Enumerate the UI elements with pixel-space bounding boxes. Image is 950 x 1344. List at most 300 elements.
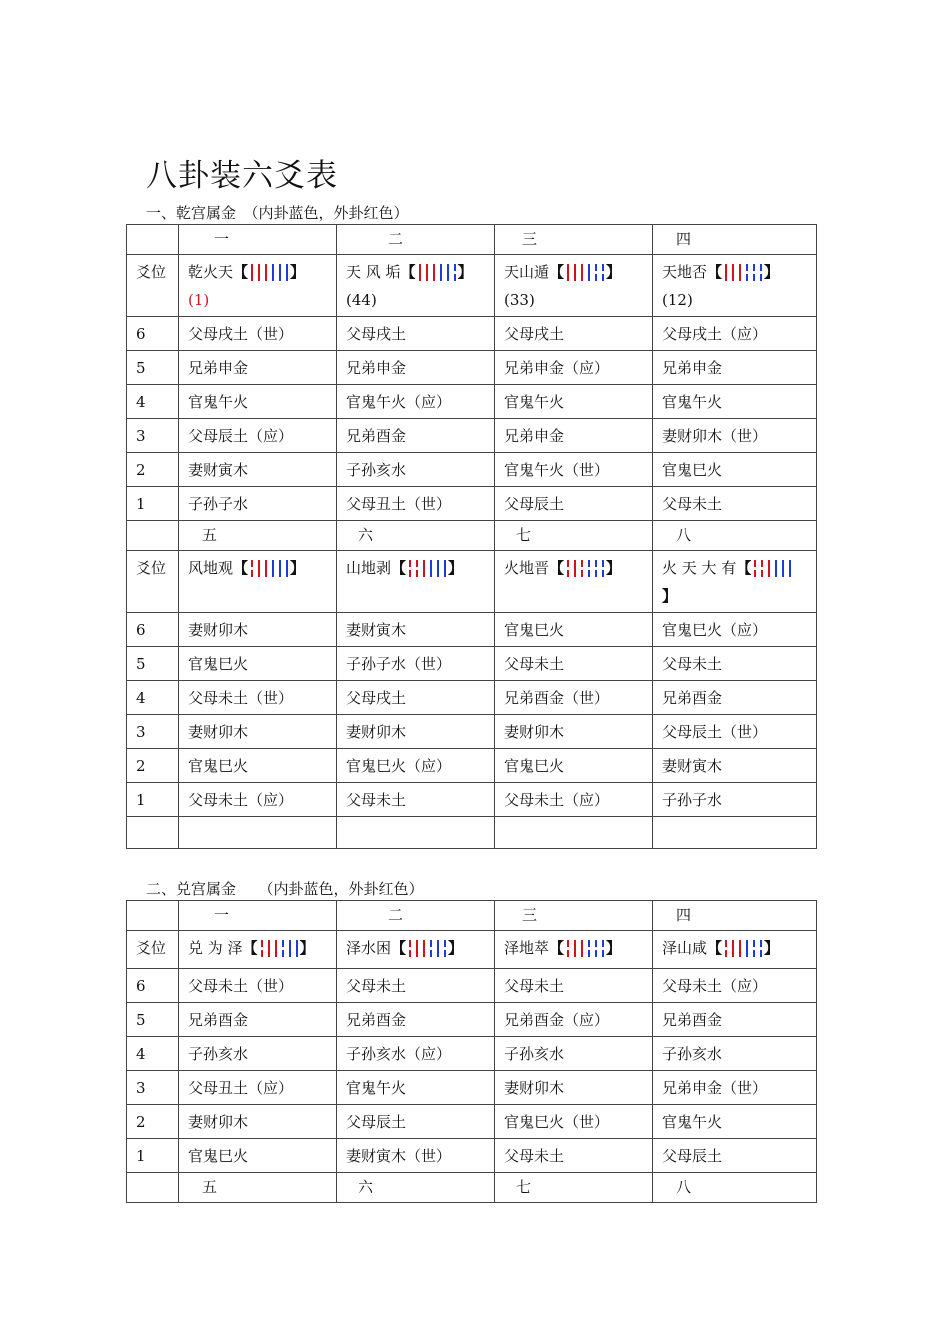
gua-cell — [495, 551, 653, 613]
gua-number-header-row — [127, 901, 817, 931]
yao-cell: 兄弟酉金（应） — [495, 1003, 653, 1037]
hexagram-lines — [406, 560, 448, 584]
gua-name: 天山遁 — [504, 263, 550, 281]
hexagram-lines — [564, 560, 606, 584]
yang-line-icon — [581, 940, 583, 957]
gua-number: 二 — [388, 906, 404, 924]
empty-cell — [179, 817, 337, 849]
hexagram-lines — [722, 940, 764, 964]
yao-cell: 官鬼巳火 — [179, 647, 337, 681]
gua-number-cell — [653, 1173, 817, 1203]
yang-line-icon — [430, 560, 432, 577]
yao-cell: 官鬼午火 — [653, 385, 817, 419]
yao-cell: 官鬼巳火 — [179, 1139, 337, 1173]
yao-cell: 父母辰土（世） — [653, 715, 817, 749]
yao-row — [127, 1139, 817, 1173]
empty-cell — [127, 1173, 179, 1203]
gua-cell — [337, 551, 495, 613]
yang-line-icon — [279, 264, 281, 281]
yao-position: 3 — [127, 1071, 179, 1105]
yao-cell: 兄弟酉金 — [653, 1003, 817, 1037]
gua-name-row — [127, 255, 817, 317]
yao-cell: 官鬼午火 — [653, 1105, 817, 1139]
empty-cell — [653, 817, 817, 849]
yao-cell: 官鬼巳火（世） — [495, 1105, 653, 1139]
yin-line-icon — [409, 560, 411, 577]
yao-row — [127, 1037, 817, 1071]
left-bracket: 【 — [736, 559, 752, 577]
yao-cell: 兄弟申金（世） — [653, 1071, 817, 1105]
yang-line-icon — [567, 264, 569, 281]
empty-row — [127, 817, 817, 849]
gua-number: 一 — [214, 906, 230, 924]
left-bracket: 【 — [400, 263, 416, 281]
gua-number-cell — [495, 521, 653, 551]
yao-cell: 父母辰土 — [495, 487, 653, 521]
yao-cell: 父母丑土（应） — [179, 1071, 337, 1105]
page-title: 八卦装六爻表 — [146, 158, 338, 194]
yao-cell: 父母辰土（应） — [179, 419, 337, 453]
yao-cell: 父母丑土（世） — [337, 487, 495, 521]
yao-position: 4 — [127, 681, 179, 715]
yao-row — [127, 715, 817, 749]
yao-cell: 官鬼巳火（应） — [653, 613, 817, 647]
yin-line-icon — [261, 940, 263, 957]
yang-line-icon — [272, 264, 274, 281]
yang-line-icon — [447, 264, 449, 281]
left-bracket: 【 — [707, 939, 723, 957]
yin-line-icon — [725, 940, 727, 957]
right-bracket: 】 — [448, 559, 464, 577]
gua-number-header-row — [127, 225, 817, 255]
qian-palace-table — [126, 224, 817, 849]
left-bracket: 【 — [549, 939, 565, 957]
yao-row — [127, 385, 817, 419]
yin-line-icon — [754, 560, 756, 577]
hexagram-lines — [564, 940, 606, 964]
yao-cell: 父母未土 — [495, 647, 653, 681]
yao-position: 6 — [127, 613, 179, 647]
gua-name: 火 天 大 有 — [662, 559, 737, 577]
yao-row — [127, 317, 817, 351]
gua-number-cell — [337, 901, 495, 931]
gua-cell — [653, 255, 817, 317]
gua-number: 六 — [358, 526, 374, 544]
yao-cell: 官鬼午火 — [179, 385, 337, 419]
right-bracket: 】 — [764, 263, 780, 281]
gua-sequence-number: (12) — [662, 291, 693, 309]
yao-row — [127, 487, 817, 521]
yang-line-icon — [275, 940, 277, 957]
gua-name: 泽地萃 — [504, 939, 550, 957]
gua-number: 一 — [214, 230, 230, 248]
gua-number: 四 — [676, 230, 692, 248]
yao-cell: 父母未土（应） — [653, 969, 817, 1003]
empty-cell — [127, 225, 179, 255]
gua-number: 七 — [516, 526, 532, 544]
yao-cell: 官鬼巳火（应） — [337, 749, 495, 783]
gua-sequence-number: (44) — [346, 291, 377, 309]
yao-cell: 父母辰土 — [653, 1139, 817, 1173]
gua-number-cell — [179, 521, 337, 551]
gua-number: 六 — [358, 1178, 374, 1196]
yao-position: 1 — [127, 487, 179, 521]
yao-position: 5 — [127, 1003, 179, 1037]
right-bracket: 】 — [290, 263, 306, 281]
right-bracket: 】 — [299, 939, 315, 957]
yang-line-icon — [268, 940, 270, 957]
gua-name-row — [127, 551, 817, 613]
yao-cell: 妻财卯木（世） — [653, 419, 817, 453]
yao-cell: 父母戌土 — [337, 317, 495, 351]
yao-cell: 兄弟酉金（世） — [495, 681, 653, 715]
yin-line-icon — [567, 940, 569, 957]
gua-number: 三 — [522, 906, 538, 924]
yang-line-icon — [437, 560, 439, 577]
yao-position: 5 — [127, 647, 179, 681]
yao-position: 2 — [127, 453, 179, 487]
yang-line-icon — [775, 560, 777, 577]
yang-line-icon — [732, 264, 734, 281]
yao-cell: 兄弟申金 — [495, 419, 653, 453]
empty-cell — [127, 521, 179, 551]
yao-position: 2 — [127, 749, 179, 783]
yang-line-icon — [746, 940, 748, 957]
yin-line-icon — [602, 264, 604, 281]
gua-number-cell — [495, 901, 653, 931]
yao-cell: 父母戌土（世） — [179, 317, 337, 351]
right-bracket: 】 — [606, 559, 622, 577]
yao-position-label: 爻位 — [127, 551, 179, 613]
gua-cell — [495, 255, 653, 317]
gua-name: 泽水困 — [346, 939, 392, 957]
gua-number-cell — [337, 225, 495, 255]
yao-cell: 父母戌土（应） — [653, 317, 817, 351]
yin-line-icon — [602, 940, 604, 957]
yao-position: 3 — [127, 419, 179, 453]
yao-position: 6 — [127, 317, 179, 351]
hexagram-lines — [564, 264, 606, 288]
gua-number-cell — [179, 225, 337, 255]
yao-cell: 子孙亥水 — [653, 1037, 817, 1071]
gua-cell — [337, 931, 495, 969]
yao-cell: 官鬼巳火 — [495, 749, 653, 783]
right-bracket: 】 — [290, 559, 306, 577]
yang-line-icon — [251, 264, 253, 281]
yao-position: 4 — [127, 385, 179, 419]
yin-line-icon — [746, 264, 748, 281]
yao-cell: 子孙亥水 — [337, 453, 495, 487]
yao-cell: 官鬼巳火 — [653, 453, 817, 487]
yao-position: 1 — [127, 1139, 179, 1173]
empty-cell — [127, 817, 179, 849]
yang-line-icon — [732, 940, 734, 957]
gua-number-cell — [337, 1173, 495, 1203]
yang-line-icon — [258, 264, 260, 281]
yao-cell: 妻财寅木 — [337, 613, 495, 647]
yao-cell: 官鬼午火（应） — [337, 385, 495, 419]
yin-line-icon — [430, 940, 432, 957]
yao-cell: 父母未土（应） — [495, 783, 653, 817]
hexagram-lines — [258, 940, 300, 964]
gua-number-cell — [337, 521, 495, 551]
yang-line-icon — [437, 940, 439, 957]
yang-line-icon — [426, 264, 428, 281]
gua-cell — [337, 255, 495, 317]
yao-cell: 兄弟酉金 — [337, 1003, 495, 1037]
yin-line-icon — [444, 940, 446, 957]
gua-number-cell — [495, 1173, 653, 1203]
gua-number-cell — [653, 901, 817, 931]
gua-name: 乾火天 — [188, 263, 234, 281]
gua-number: 二 — [388, 230, 404, 248]
yao-cell: 妻财寅木 — [179, 453, 337, 487]
section-heading-dui: 二、兑宫属金 （内卦蓝色，外卦红色） — [146, 880, 424, 898]
gua-cell — [653, 931, 817, 969]
yao-cell: 子孙子水（世） — [337, 647, 495, 681]
yao-cell: 子孙亥水（应） — [337, 1037, 495, 1071]
yang-line-icon — [588, 264, 590, 281]
yang-line-icon — [416, 940, 418, 957]
yang-line-icon — [444, 560, 446, 577]
yang-line-icon — [258, 560, 260, 577]
yin-line-icon — [760, 264, 762, 281]
left-bracket: 【 — [242, 939, 258, 957]
yao-position: 1 — [127, 783, 179, 817]
yao-position: 4 — [127, 1037, 179, 1071]
yao-row — [127, 1105, 817, 1139]
yao-cell: 父母辰土 — [337, 1105, 495, 1139]
gua-cell — [653, 551, 817, 613]
left-bracket: 【 — [549, 263, 565, 281]
yao-cell: 父母戌土 — [495, 317, 653, 351]
yang-line-icon — [286, 560, 288, 577]
gua-name: 火地晋 — [504, 559, 550, 577]
yang-line-icon — [289, 940, 291, 957]
yang-line-icon — [419, 264, 421, 281]
gua-number: 八 — [676, 1178, 692, 1196]
yao-cell: 兄弟酉金 — [337, 419, 495, 453]
hexagram-lines — [406, 940, 448, 964]
gua-cell — [495, 931, 653, 969]
yao-position: 6 — [127, 969, 179, 1003]
yin-line-icon — [282, 940, 284, 957]
left-bracket: 【 — [233, 263, 249, 281]
gua-name: 泽山咸 — [662, 939, 708, 957]
hexagram-lines — [248, 560, 290, 584]
yang-line-icon — [423, 940, 425, 957]
yang-line-icon — [272, 560, 274, 577]
yin-line-icon — [588, 940, 590, 957]
yang-line-icon — [739, 940, 741, 957]
yao-row — [127, 351, 817, 385]
yao-cell: 妻财卯木 — [179, 1105, 337, 1139]
yang-line-icon — [423, 560, 425, 577]
gua-name: 兑 为 泽 — [188, 939, 243, 957]
yin-line-icon — [409, 940, 411, 957]
empty-cell — [495, 817, 653, 849]
yang-line-icon — [296, 940, 298, 957]
yin-line-icon — [595, 264, 597, 281]
yin-line-icon — [416, 560, 418, 577]
yao-row — [127, 419, 817, 453]
yao-cell: 父母未土 — [653, 487, 817, 521]
gua-name: 山地剥 — [346, 559, 392, 577]
gua-cell — [179, 551, 337, 613]
yao-cell: 父母未土 — [337, 783, 495, 817]
gua-number: 八 — [676, 526, 692, 544]
hexagram-lines — [722, 264, 764, 288]
gua-number: 五 — [202, 1178, 218, 1196]
left-bracket: 【 — [391, 939, 407, 957]
yang-line-icon — [725, 264, 727, 281]
yang-line-icon — [574, 264, 576, 281]
yao-cell: 子孙子水 — [653, 783, 817, 817]
yang-line-icon — [739, 264, 741, 281]
left-bracket: 【 — [707, 263, 723, 281]
yao-row — [127, 681, 817, 715]
right-bracket: 】 — [606, 263, 622, 281]
right-bracket: 】 — [764, 939, 780, 957]
yin-line-icon — [567, 560, 569, 577]
gua-number-cell — [495, 225, 653, 255]
yao-cell: 子孙亥水 — [179, 1037, 337, 1071]
yao-cell: 兄弟申金 — [653, 351, 817, 385]
yao-row — [127, 647, 817, 681]
yang-line-icon — [768, 560, 770, 577]
yao-row — [127, 783, 817, 817]
yang-line-icon — [581, 264, 583, 281]
section-heading-qian: 一、乾宫属金 （内卦蓝色，外卦红色） — [146, 204, 409, 222]
left-bracket: 【 — [549, 559, 565, 577]
gua-cell — [179, 931, 337, 969]
yao-cell: 官鬼巳火 — [179, 749, 337, 783]
right-bracket: 】 — [457, 263, 473, 281]
gua-number-cell — [179, 901, 337, 931]
yao-position-label: 爻位 — [127, 255, 179, 317]
hexagram-lines — [751, 560, 793, 584]
yang-line-icon — [782, 560, 784, 577]
hexagram-lines — [416, 264, 458, 288]
yao-row — [127, 749, 817, 783]
yang-line-icon — [440, 264, 442, 281]
yao-cell: 父母未土（应） — [179, 783, 337, 817]
yao-cell: 兄弟申金 — [337, 351, 495, 385]
gua-name: 天地否 — [662, 263, 708, 281]
left-bracket: 【 — [233, 559, 249, 577]
yao-cell: 父母未土 — [653, 647, 817, 681]
gua-number-cell — [179, 1173, 337, 1203]
gua-number: 三 — [522, 230, 538, 248]
yin-line-icon — [761, 560, 763, 577]
yao-cell: 子孙亥水 — [495, 1037, 653, 1071]
empty-cell — [337, 817, 495, 849]
gua-number-header-row — [127, 521, 817, 551]
yao-cell: 父母未土 — [495, 969, 653, 1003]
empty-cell — [127, 901, 179, 931]
yao-cell: 父母未土 — [337, 969, 495, 1003]
yao-position: 2 — [127, 1105, 179, 1139]
yao-cell: 妻财卯木 — [337, 715, 495, 749]
yin-line-icon — [602, 560, 604, 577]
yao-cell: 兄弟申金 — [179, 351, 337, 385]
hexagram-lines — [248, 264, 290, 288]
yao-cell: 官鬼午火 — [337, 1071, 495, 1105]
yin-line-icon — [753, 264, 755, 281]
yao-row — [127, 969, 817, 1003]
yao-cell: 妻财卯木 — [495, 1071, 653, 1105]
gua-sequence-number: (33) — [504, 291, 535, 309]
yang-line-icon — [286, 264, 288, 281]
yang-line-icon — [279, 560, 281, 577]
yao-cell: 妻财卯木 — [179, 613, 337, 647]
yang-line-icon — [574, 560, 576, 577]
right-bracket: 】 — [606, 939, 622, 957]
yao-cell: 父母未土（世） — [179, 969, 337, 1003]
gua-cell — [179, 255, 337, 317]
right-bracket: 】 — [662, 587, 678, 605]
yao-position-label: 爻位 — [127, 931, 179, 969]
yao-cell: 官鬼午火（世） — [495, 453, 653, 487]
yao-position: 3 — [127, 715, 179, 749]
yin-line-icon — [581, 560, 583, 577]
gua-number: 五 — [202, 526, 218, 544]
gua-number-header-row — [127, 1173, 817, 1203]
yin-line-icon — [454, 264, 456, 281]
yao-cell: 妻财卯木 — [495, 715, 653, 749]
left-bracket: 【 — [391, 559, 407, 577]
yin-line-icon — [588, 560, 590, 577]
gua-number-cell — [653, 225, 817, 255]
gua-name: 风地观 — [188, 559, 234, 577]
yang-line-icon — [265, 560, 267, 577]
yao-row — [127, 1071, 817, 1105]
yin-line-icon — [753, 940, 755, 957]
yao-cell: 父母未土 — [495, 1139, 653, 1173]
gua-number: 七 — [516, 1178, 532, 1196]
yao-cell: 妻财卯木 — [179, 715, 337, 749]
yao-cell: 子孙子水 — [179, 487, 337, 521]
yao-cell: 官鬼巳火 — [495, 613, 653, 647]
yao-cell: 官鬼午火 — [495, 385, 653, 419]
gua-name: 天 风 垢 — [346, 263, 401, 281]
yao-cell: 兄弟申金（应） — [495, 351, 653, 385]
gua-number-cell — [653, 521, 817, 551]
yao-cell: 妻财寅木 — [653, 749, 817, 783]
yang-line-icon — [433, 264, 435, 281]
gua-number: 四 — [676, 906, 692, 924]
yao-cell: 父母未土（世） — [179, 681, 337, 715]
dui-palace-table — [126, 900, 817, 1203]
yang-line-icon — [789, 560, 791, 577]
yang-line-icon — [265, 264, 267, 281]
yin-line-icon — [251, 560, 253, 577]
yao-row — [127, 453, 817, 487]
yin-line-icon — [595, 560, 597, 577]
yao-cell: 兄弟酉金 — [179, 1003, 337, 1037]
yin-line-icon — [595, 940, 597, 957]
yao-position: 5 — [127, 351, 179, 385]
yang-line-icon — [574, 940, 576, 957]
yao-cell: 父母戌土 — [337, 681, 495, 715]
gua-name-row — [127, 931, 817, 969]
yao-row — [127, 1003, 817, 1037]
gua-sequence-number: (1) — [188, 291, 210, 309]
yao-cell: 妻财寅木（世） — [337, 1139, 495, 1173]
right-bracket: 】 — [448, 939, 464, 957]
yin-line-icon — [760, 940, 762, 957]
yao-cell: 兄弟酉金 — [653, 681, 817, 715]
